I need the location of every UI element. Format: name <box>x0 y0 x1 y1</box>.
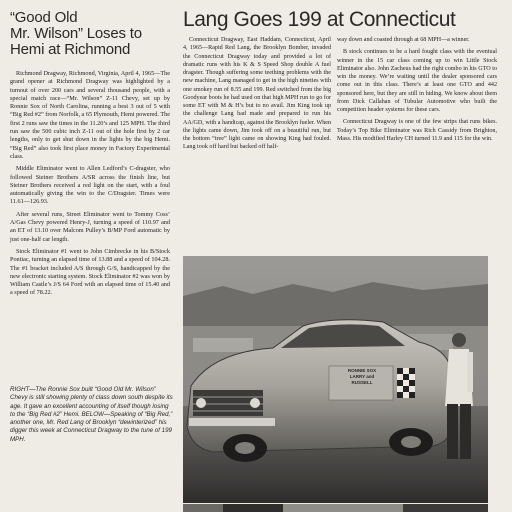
door-lettering-line: RUSSELL <box>351 380 373 385</box>
headline-line: Hemi at Richmond <box>10 41 131 58</box>
door-lettering-line: LARRY and <box>349 374 375 379</box>
main-article-column-1 <box>183 36 331 152</box>
headline-line: Mr. Wilson” Loses to <box>10 25 142 42</box>
article-paragraph: Middle Eliminator went to Allen Ledford’s C-dragster, who followed Steiner Brothers A/SR across the finish line, but Steiner Brothers received a red light on the start, with a foul automatically giving the win to the C/Dragster. Times were 11.61—126.93. <box>10 165 170 206</box>
left-article-headline <box>10 10 170 58</box>
main-article-column-2 <box>337 36 497 143</box>
article-paragraph: B stock continues to be a hard fought class with the eventual winner in the 15 car class coming up to win Little Stock Eliminator also. John Zacheus had the right combo in his GTO to win the money. We’re waiting until the dealer sponsored cars come out in this class. There’s at least one GTO and 442 sponsored here, but they are still in hiding. We know about them from Dick Callahan of Tubular Automotive who built the competition header systems for these cars. <box>337 49 497 113</box>
article-paragraph: Connecticut Dragway is one of the few strips that runs bikes. Today’s Top Bike Eliminator was Rich Cassidy from Brighton, Mass. His modified Harley CH turned 11.9 and 115 for the win. <box>337 119 497 142</box>
checkered-flag-decal <box>397 368 415 398</box>
article-paragraph: After several runs, Street Eliminator went to Tommy Coss’ A/Gas Chevy powered Henry-J, turning a speed of 110.97 and an ET of 13.10 over Malcom Pulley’s B/MP Ford automatic by just one-half car length. <box>10 210 170 243</box>
car-door-lettering <box>333 368 391 386</box>
door-lettering-line: RONNIE SOX <box>347 368 377 373</box>
headline-line: “Good Old <box>10 9 78 26</box>
article-paragraph: Richmond Dragway, Richmond, Virginia, April 4, 1965—The grand opener at Richmond Dragway was highlighted by a turnout of over 200 cars and several thousand people, with a special match race—“Mr. Wilson” Z-11 Chevy, set up by Ronnie Sox of North Carolina, running a best 3 out of 5 with “Big Red #2” from Norfolk, a 65 Plymouth, Hemi powered. The first 2 runs saw the times in the 11.20’s and 125 MPH. The third run saw the 500 cubic inch Z-11 out of the hole first by 2 car lengths, only to get shut down in the lights by the big Hemi. “Big Red” also took first place money in Factory Experimental class. <box>10 70 170 160</box>
left-article-body <box>10 70 170 298</box>
left-article-header <box>10 10 170 58</box>
article-paragraph: way down and coasted through at 68 MPH—a winner. <box>337 37 470 43</box>
next-photo-edge <box>0 504 512 512</box>
article-paragraph: Stock Eliminator #1 went to John Cimbrecke in his B/Stock Pontiac, turning an elapsed time of 13.88 and a speed of 104.28. The #1 bracket included A/S through G/S, handicapped by the new electronic starting system. Stock Eliminator #2 was won by William Castle’s J/S 64 Ford with an elapsed time of 15.40 and a speed of 78.22. <box>10 247 170 297</box>
race-car-photo <box>183 256 488 503</box>
photo-caption: RIGHT—The Ronnie Sox built “Good Old Mr. Wilson” Chevy is still showing plenty of class down south despite its age. It gave an excellent accounting of itself though losing to the “Big Red #2” Hemi. BELOW—Speaking of “Big Red,” another one, Mr. Red Lang of Brooklyn “dewinterized” his digger this week at Connecticut Dragway to the tune of 199 MPH. <box>10 386 173 443</box>
article-paragraph: Connecticut Dragway, East Haddam, Connecticut, April 4, 1965—Rapid Red Lang, the Brooklyn Bomber, invaded the Connecticut Dragway today and provided a lot of dramatic runs with his K & S Speed Shop double A fuel dragster. Though suffering some teething problems with the new machine, Lang managed to get in the high nineties with one smokey run of 8.55 and 199. Red switched from the big Goodyear boots he had used on that high MPH run to go for some ET with M & H’s but to no avail. Jim King took up the challenge Lang had made and prepared to run his AA/GD, with a handicap, against the Brooklyn fueler. When the lights came down, Jim took off on a beautiful run, but the bottom “tree” light came on showing King had fouled. Lang took off hard but backed off half- <box>183 37 331 151</box>
main-article-headline: Lang Goes 199 at Connecticut <box>183 8 456 31</box>
